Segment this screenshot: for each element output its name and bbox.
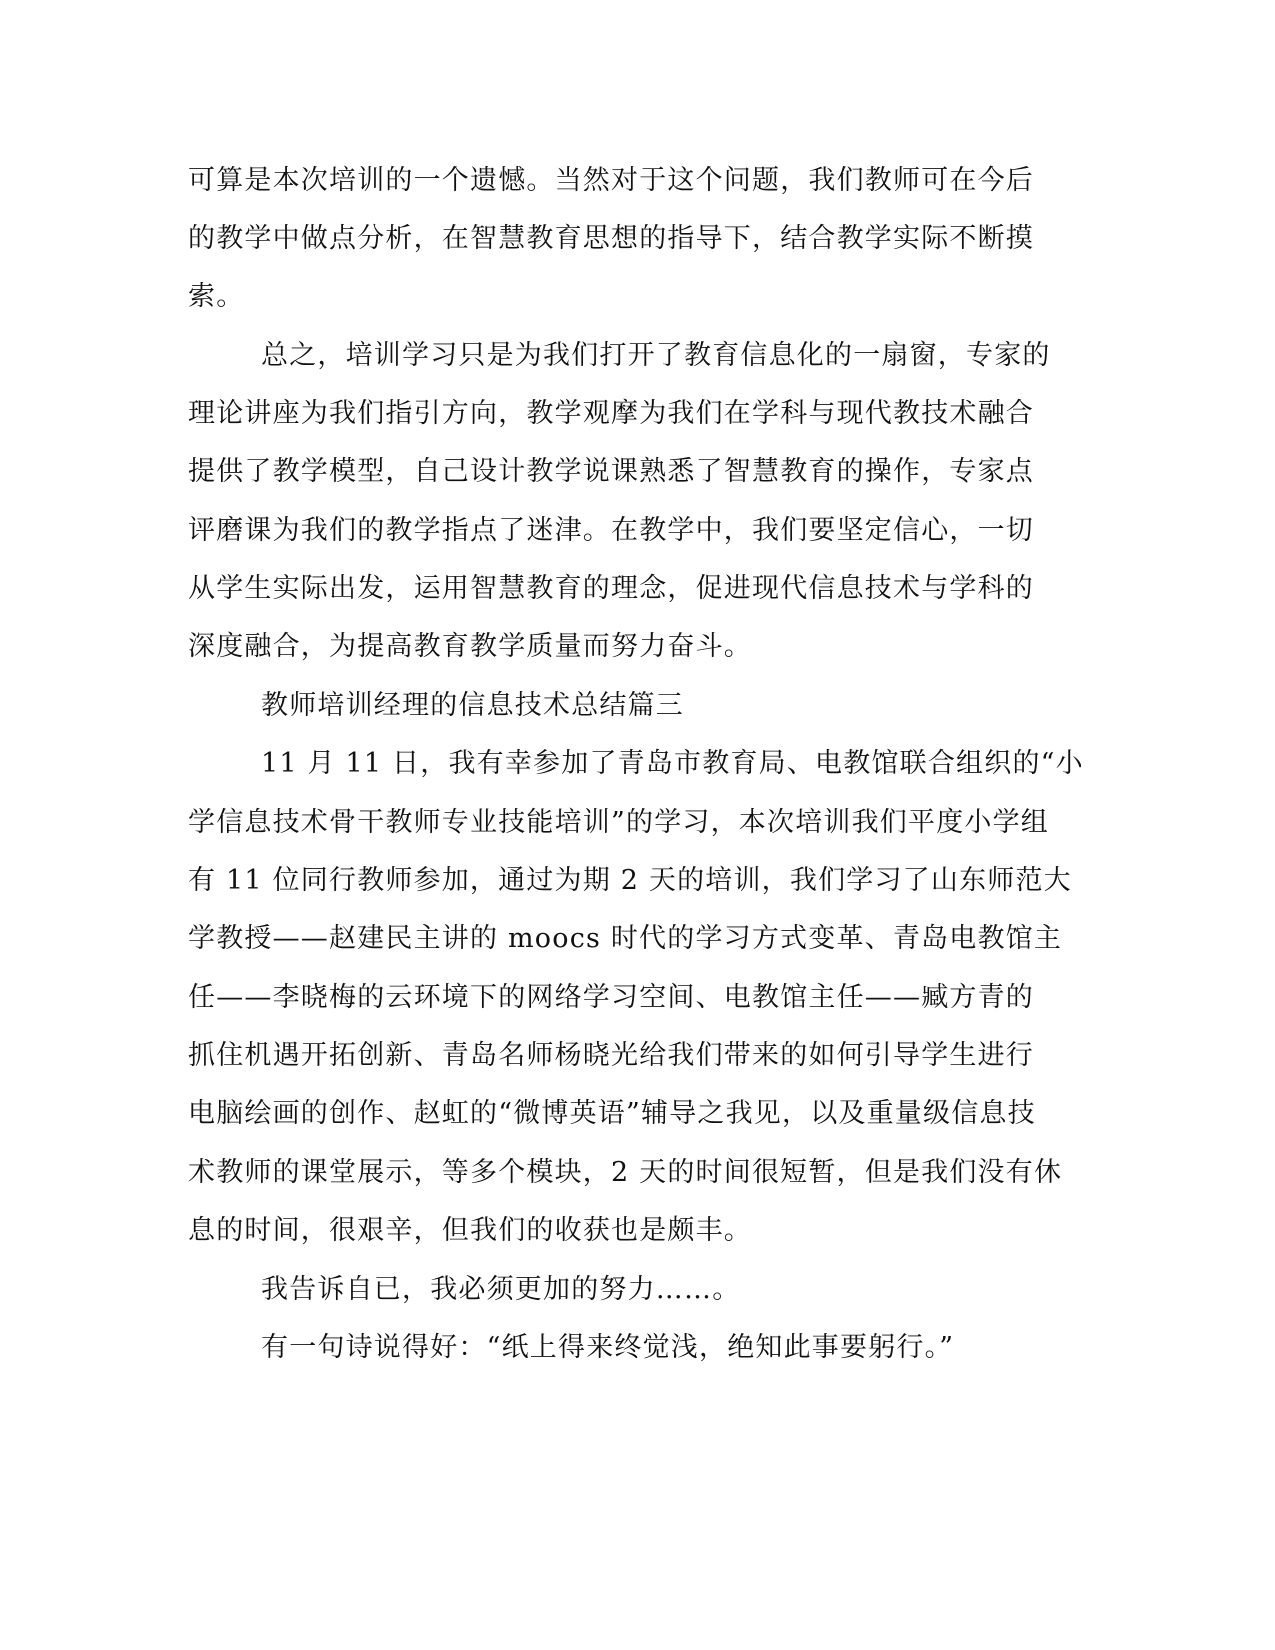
text-line: 深度融合，为提高教育教学质量而努力奋斗。 bbox=[188, 631, 752, 662]
text-line: 可算是本次培训的一个遗憾。当然对于这个问题，我们教师可在今后 bbox=[188, 165, 1034, 196]
text-line: 电脑绘画的创作、赵虹的“微博英语”辅导之我见，以及重量级信息技 bbox=[188, 1098, 1036, 1129]
text-line: 任——李晓梅的云环境下的网络学习空间、电教馆主任——臧方青的 bbox=[188, 982, 1034, 1013]
text-line: 学教授——赵建民主讲的 moocs 时代的学习方式变革、青岛电教馆主 bbox=[188, 923, 1063, 954]
text-line: 抓住机遇开拓创新、青岛名师杨晓光给我们带来的如何引导学生进行 bbox=[188, 1040, 1034, 1071]
text-line: 提供了教学模型，自己设计教学说课熟悉了智慧教育的操作，专家点 bbox=[188, 456, 1034, 487]
text-line: 从学生实际出发，运用智慧教育的理念，促进现代信息技术与学科的 bbox=[188, 573, 1034, 604]
section-heading: 教师培训经理的信息技术总结篇三 bbox=[261, 690, 684, 721]
text-line: 有 11 位同行教师参加，通过为期 2 天的培训，我们学习了山东师范大 bbox=[188, 865, 1072, 896]
text-line: 索。 bbox=[188, 281, 245, 312]
text-line: 息的时间，很艰辛，但我们的收获也是颇丰。 bbox=[188, 1215, 752, 1246]
text-line: 总之，培训学习只是为我们打开了教育信息化的一扇窗，专家的 bbox=[261, 340, 1051, 371]
text-line: 学信息技术骨干教师专业技能培训”的学习，本次培训我们平度小学组 bbox=[188, 807, 1050, 838]
text-line: 理论讲座为我们指引方向，教学观摩为我们在学科与现代教技术融合 bbox=[188, 398, 1034, 429]
text-line: 术教师的课堂展示，等多个模块，2 天的时间很短暂，但是我们没有休 bbox=[188, 1157, 1063, 1188]
text-line: 我告诉自已，我必须更加的努力……。 bbox=[261, 1274, 741, 1305]
text-line: 的教学中做点分析，在智慧教育思想的指导下，结合教学实际不断摸 bbox=[188, 223, 1034, 254]
text-line: 11 月 11 日，我有幸参加了青岛市教育局、电教馆联合组织的“小 bbox=[261, 748, 1084, 779]
text-line: 评磨课为我们的教学指点了迷津。在教学中，我们要坚定信心，一切 bbox=[188, 515, 1034, 546]
text-line: 有一句诗说得好：“纸上得来终觉浅，绝知此事要躬行。” bbox=[261, 1332, 955, 1363]
